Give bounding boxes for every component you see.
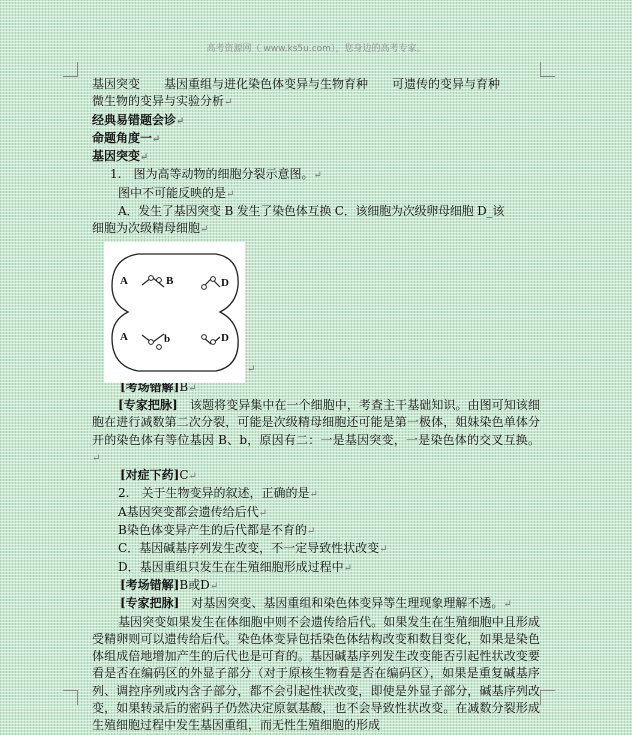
label-d-bottom: D (221, 331, 229, 344)
centromere-d-bottom-right (211, 339, 216, 344)
centromere-b-bottom (157, 344, 162, 349)
q1-expert: [专家把脉] 该题将变异集中在一个细胞中，考查主干基础知识。由图可知该细胞在进行减数第二次分裂，可能是次级精母细胞还可能是第一极体，姐妹染色单体分开的染色体有等位基因 B、b，原因有二：一是基因突变，一是染色体的交叉互换。↵ (92, 397, 540, 464)
q2-option-c: C．基因碱基序列发生改变，不一定导致性状改变↵ (118, 541, 388, 556)
centromere-d-bottom-left (202, 334, 207, 339)
topics-line-2: 微生物的变异与实验分析↵ (92, 94, 233, 109)
q1-stem-2: 图中不可能反映的是↵ (118, 185, 235, 200)
label-d-top: D (221, 276, 229, 289)
q2-option-b: B染色体变异产生的后代都是不育的↵ (118, 523, 316, 538)
q2-paragraph: 基因突变如果发生在体细胞中则不会遗传给后代。如果发生在生殖细胞中且形成受精卵则可以遗传给后代。染色体变异包括染色体结构改变和数目变化，如果是染色体组成倍地增加产生的后代也是可育的。基因碱基序列发生改变能否引起性状改变要看是否在编码区的外显子部分（对于原核生物看是否在编码区），如果是重复碱基序列、调控序列或内含子部分，都不会引起性状改变，即使是外显子部分，碱基序列改变，如果转录后的密码子仍然决定原氨基酸，也不会导致性状改变。在减数分裂形成生殖细胞过程中发生基因重组，而无性生殖细胞的形成 (92, 614, 540, 733)
q2-stem: 2. 关于生物变异的叙述，正确的是↵ (118, 486, 318, 501)
centromere-a-top (149, 275, 154, 280)
page-header: 高考资源网（ www.ks5u.com），您身边的高考专家。 (206, 44, 426, 54)
label-a-bottom: A (120, 330, 128, 343)
sub-title: 基因突变↵ (92, 149, 149, 164)
centromere-d-top-right (211, 276, 216, 281)
section-title: 经典易错题会诊↵ (92, 112, 185, 127)
q1-options-1: A．发生了基因突变 B 发生了染色体互换 C．该细胞为次级卵母细胞 D_该 (118, 204, 505, 219)
q2-expert: [专家把脉] 对基因突变、基因重组和染色体变异等生理现象理解不透。↵ (120, 596, 512, 611)
q1-answer: [考场错解]B↵ (120, 379, 197, 394)
chromosome-b-bottom (153, 334, 164, 342)
centromere-d-top-left (202, 284, 207, 289)
q2-answer: [考场错解]B或D↵ (120, 577, 219, 592)
cell-division-figure: A B D A b D ↵ (92, 242, 540, 377)
cell-outline (112, 254, 238, 371)
label-a-top: A (120, 274, 128, 287)
corner-mark-bottom-right (540, 690, 555, 705)
cell-diagram (104, 242, 245, 383)
q1-stem: 1. 图为高等动物的细胞分裂示意图。↵ (110, 167, 322, 182)
corner-mark-top-right (540, 62, 555, 77)
q2-option-d: D．基因重组只发生在生殖细胞形成过程中↵ (118, 559, 353, 574)
topics-line-1: 基因突变 基因重组与进化染色体变异与生物育种 可遗传的变异与育种 (92, 77, 501, 91)
document-body (92, 76, 540, 735)
q1-fix: [对症下药]C↵ (120, 468, 197, 483)
corner-mark-top-left (63, 62, 78, 77)
label-b-bottom: b (164, 332, 171, 345)
q1-options-2: 细胞为次级精母细胞↵ (92, 221, 209, 236)
centromere-a-bottom (149, 339, 154, 344)
corner-mark-bottom-left (63, 690, 78, 705)
angle-title: 命题角度一↵ (92, 130, 161, 145)
label-b-top: B (166, 274, 174, 287)
q2-option-a: A基因突变都会遗传给后代↵ (118, 504, 268, 519)
centromere-b-top (157, 277, 162, 282)
